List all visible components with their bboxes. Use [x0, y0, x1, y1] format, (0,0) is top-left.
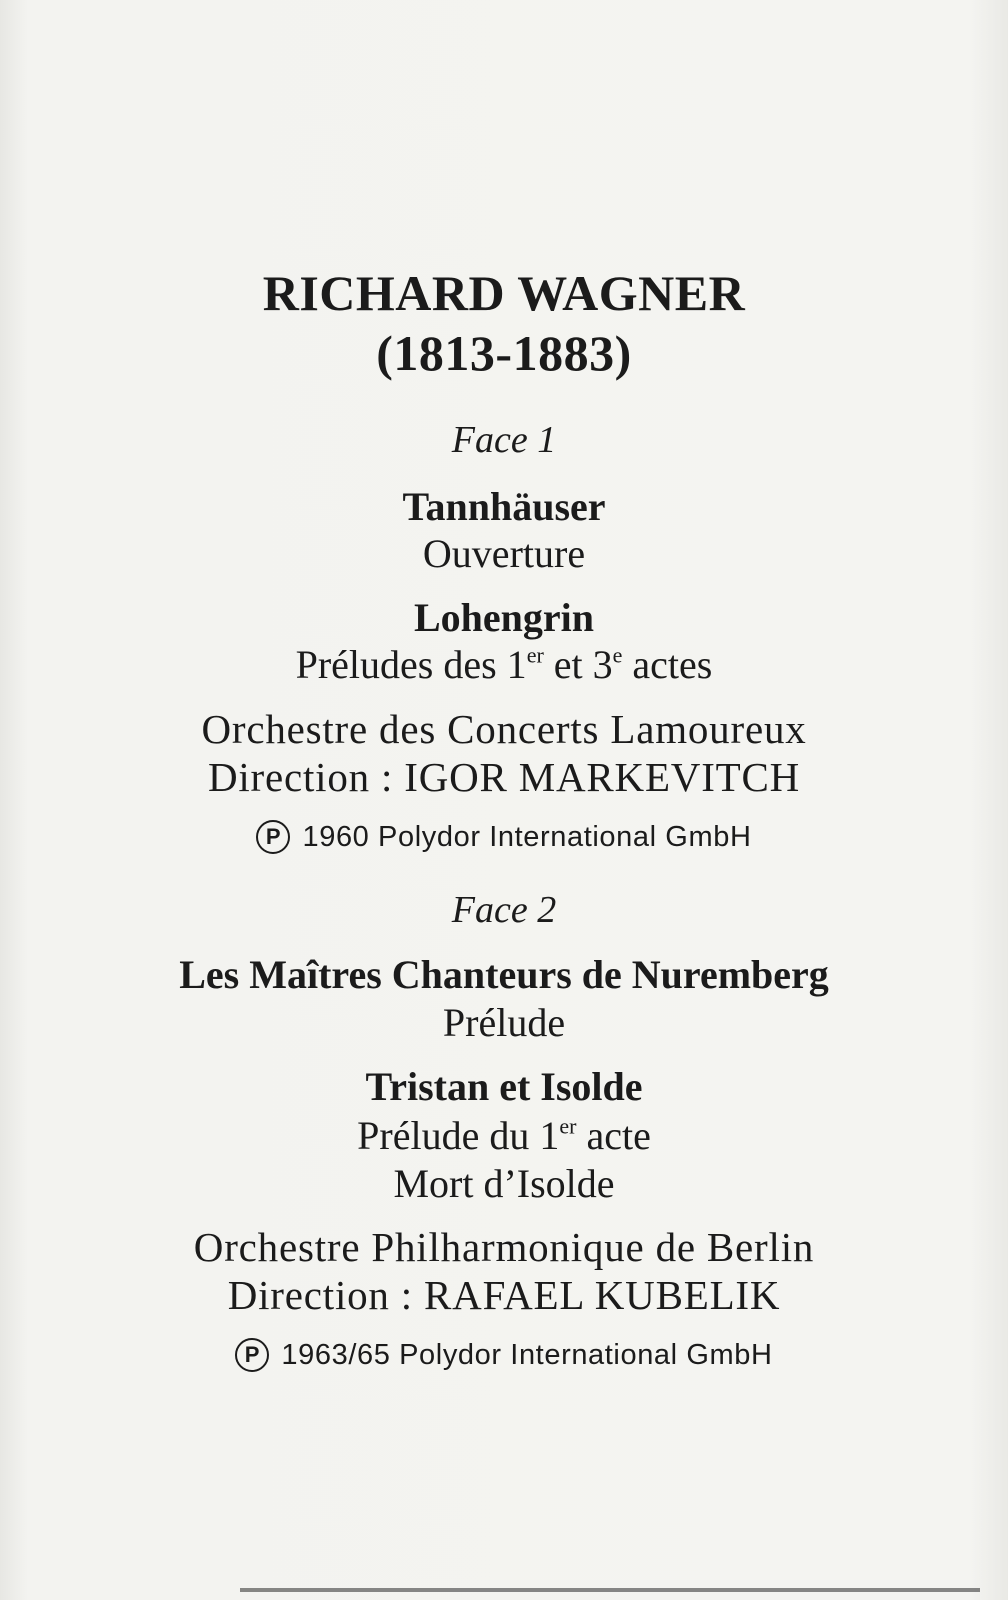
- piece-text: et 3: [543, 642, 613, 687]
- face-2-copyright: [0, 1338, 1008, 1372]
- face-2-conductor: Direction : RAFAEL KUBELIK: [227, 1272, 781, 1318]
- ordinal-suffix: e: [612, 642, 623, 668]
- face-1-work-2-title: Lohengrin: [413, 595, 595, 640]
- bottom-edge-line: [240, 1588, 980, 1592]
- face-1-copyright: [0, 820, 1008, 854]
- copyright-text: 1960 Polydor International GmbH: [302, 821, 752, 853]
- piece-text: Préludes des 1: [295, 642, 527, 687]
- face-2-work-1-piece: Prélude: [442, 1000, 566, 1045]
- face-2-orchestra: Orchestre Philharmonique de Berlin: [193, 1224, 815, 1270]
- copyright-text: 1963/65 Polydor International GmbH: [281, 1339, 773, 1371]
- face-2-work-2-title: Tristan et Isolde: [365, 1064, 643, 1109]
- face-1-work-1-piece: Ouverture: [422, 531, 586, 576]
- face-1-conductor: Direction : IGOR MARKEVITCH: [207, 754, 801, 800]
- face-1-orchestra: Orchestre des Concerts Lamoureux: [201, 706, 807, 752]
- face-1-work-2-piece: [0, 642, 1008, 687]
- face-1-work-1-title: Tannhäuser: [402, 484, 606, 529]
- composer-name: RICHARD WAGNER: [262, 265, 746, 321]
- face-2-work-2-piece-1: [0, 1113, 1008, 1158]
- face-2-heading: Face 2: [451, 889, 557, 931]
- ordinal-suffix: er: [559, 1113, 577, 1139]
- ordinal-suffix: er: [526, 642, 544, 668]
- piece-text: actes: [622, 642, 713, 687]
- phonogram-icon: P: [235, 1338, 269, 1372]
- piece-text: acte: [576, 1113, 651, 1158]
- face-2-work-2-piece-2: Mort d’Isolde: [393, 1161, 615, 1206]
- piece-text: Prélude du 1: [357, 1113, 560, 1158]
- composer-dates: (1813-1883): [376, 325, 632, 381]
- face-2-work-1-title: Les Maîtres Chanteurs de Nuremberg: [179, 952, 829, 997]
- phonogram-icon: P: [256, 820, 290, 854]
- face-1-heading: Face 1: [451, 419, 557, 461]
